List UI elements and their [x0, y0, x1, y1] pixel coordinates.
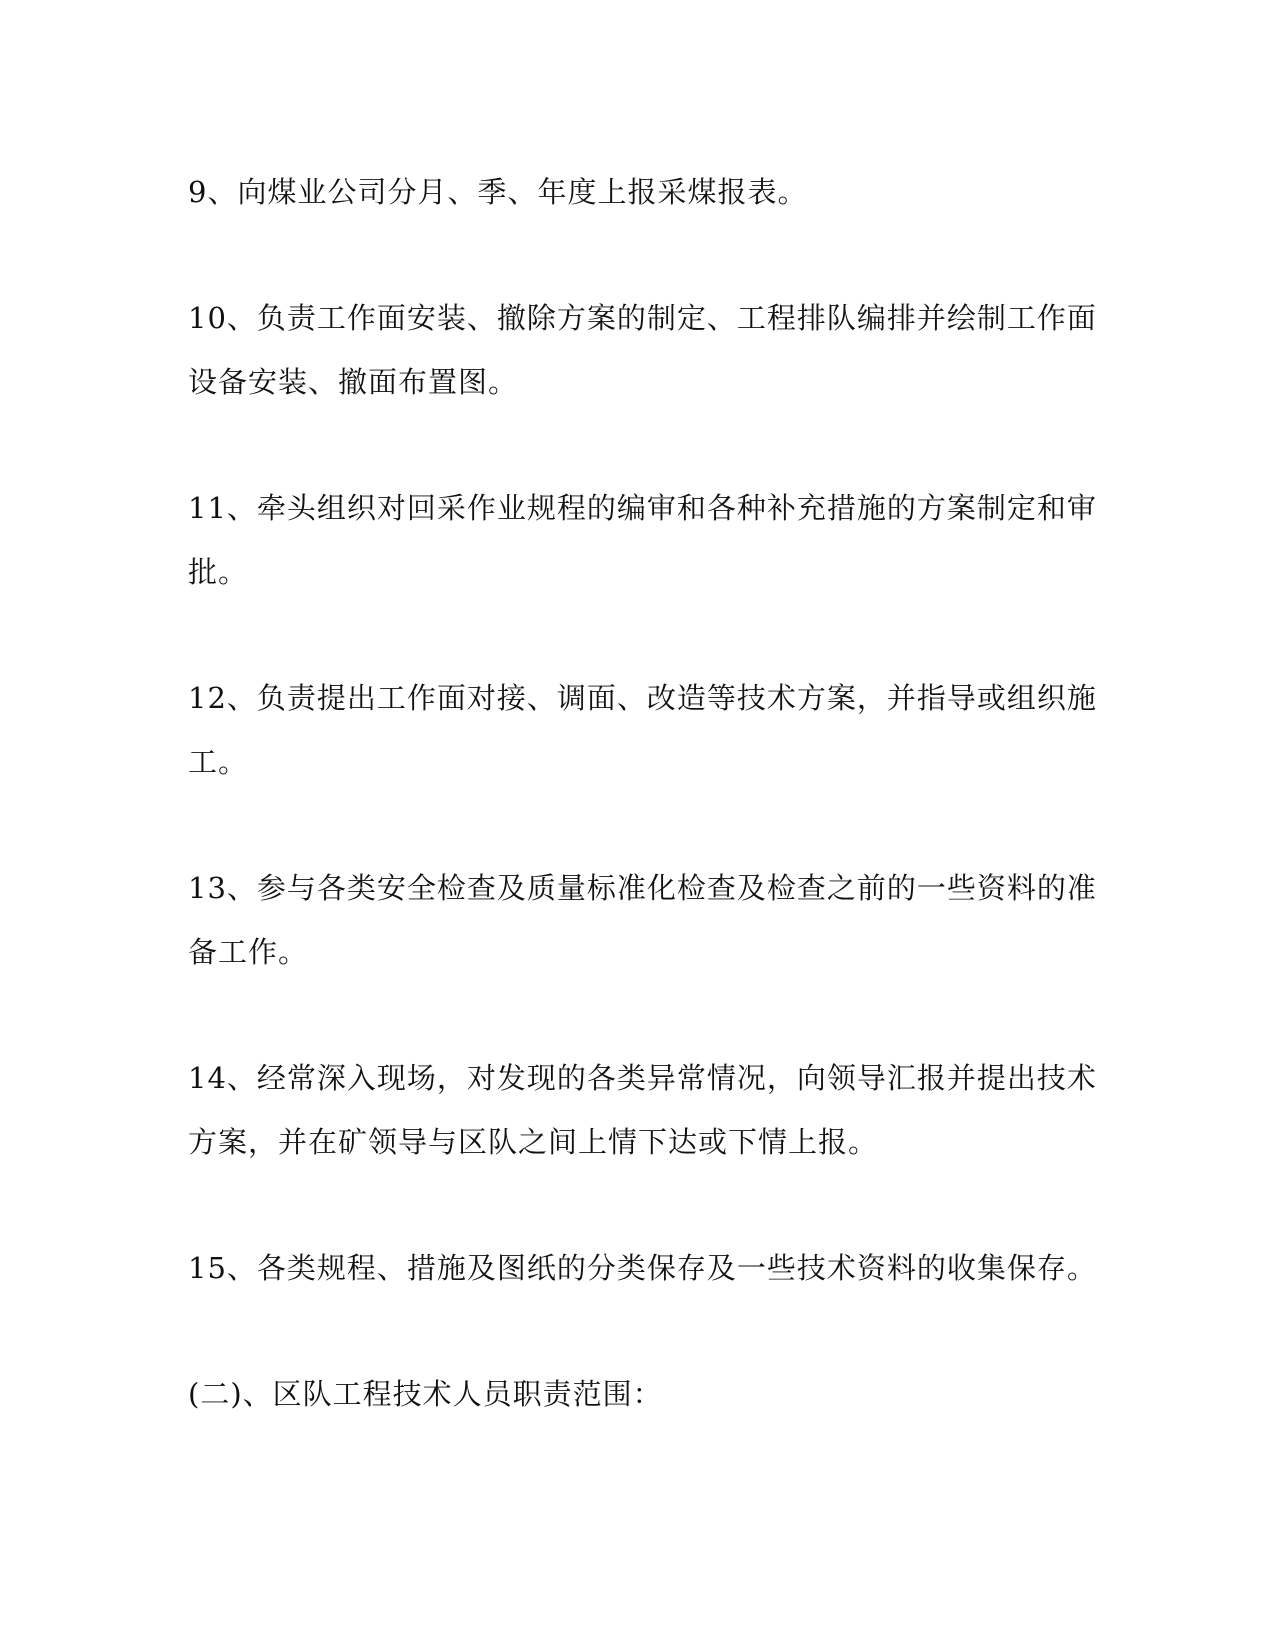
paragraph-line: 14、经常深入现场，对发现的各类异常情况，向领导汇报并提出技术 [188, 1061, 1097, 1095]
paragraph-item-11 [188, 476, 1097, 604]
paragraph-line: 15、各类规程、措施及图纸的分类保存及一些技术资料的收集保存。 [188, 1251, 1097, 1285]
paragraph-item-15 [188, 1236, 1097, 1300]
paragraph-line: 备工作。 [188, 935, 309, 969]
paragraph-line: 12、负责提出工作面对接、调面、改造等技术方案，并指导或组织施 [188, 681, 1097, 715]
paragraph-line: 9、向煤业公司分月、季、年度上报采煤报表。 [188, 175, 808, 209]
paragraph-item-10 [188, 286, 1097, 414]
paragraph-line: 设备安装、撤面布置图。 [188, 365, 519, 399]
paragraph-item-14 [188, 1046, 1097, 1174]
paragraph-line: 10、负责工作面安装、撤除方案的制定、工程排队编排并绘制工作面 [188, 301, 1097, 335]
document-body [188, 160, 1097, 1488]
paragraph-line: 11、牵头组织对回采作业规程的编审和各种补充措施的方案制定和审 [188, 491, 1097, 525]
paragraph-line: 方案，并在矿领导与区队之间上情下达或下情上报。 [188, 1125, 879, 1159]
paragraph-item-12 [188, 666, 1097, 794]
paragraph-line: 批。 [188, 555, 249, 589]
paragraph-item-13 [188, 856, 1097, 984]
paragraph-item-9 [188, 160, 1068, 224]
paragraph-line: 13、参与各类安全检查及质量标准化检查及检查之前的一些资料的准 [188, 871, 1097, 905]
section-heading-text: (二)、区队工程技术人员职责范围： [188, 1377, 663, 1411]
paragraph-line: 工。 [188, 745, 249, 779]
section-heading-2 [188, 1362, 1068, 1426]
